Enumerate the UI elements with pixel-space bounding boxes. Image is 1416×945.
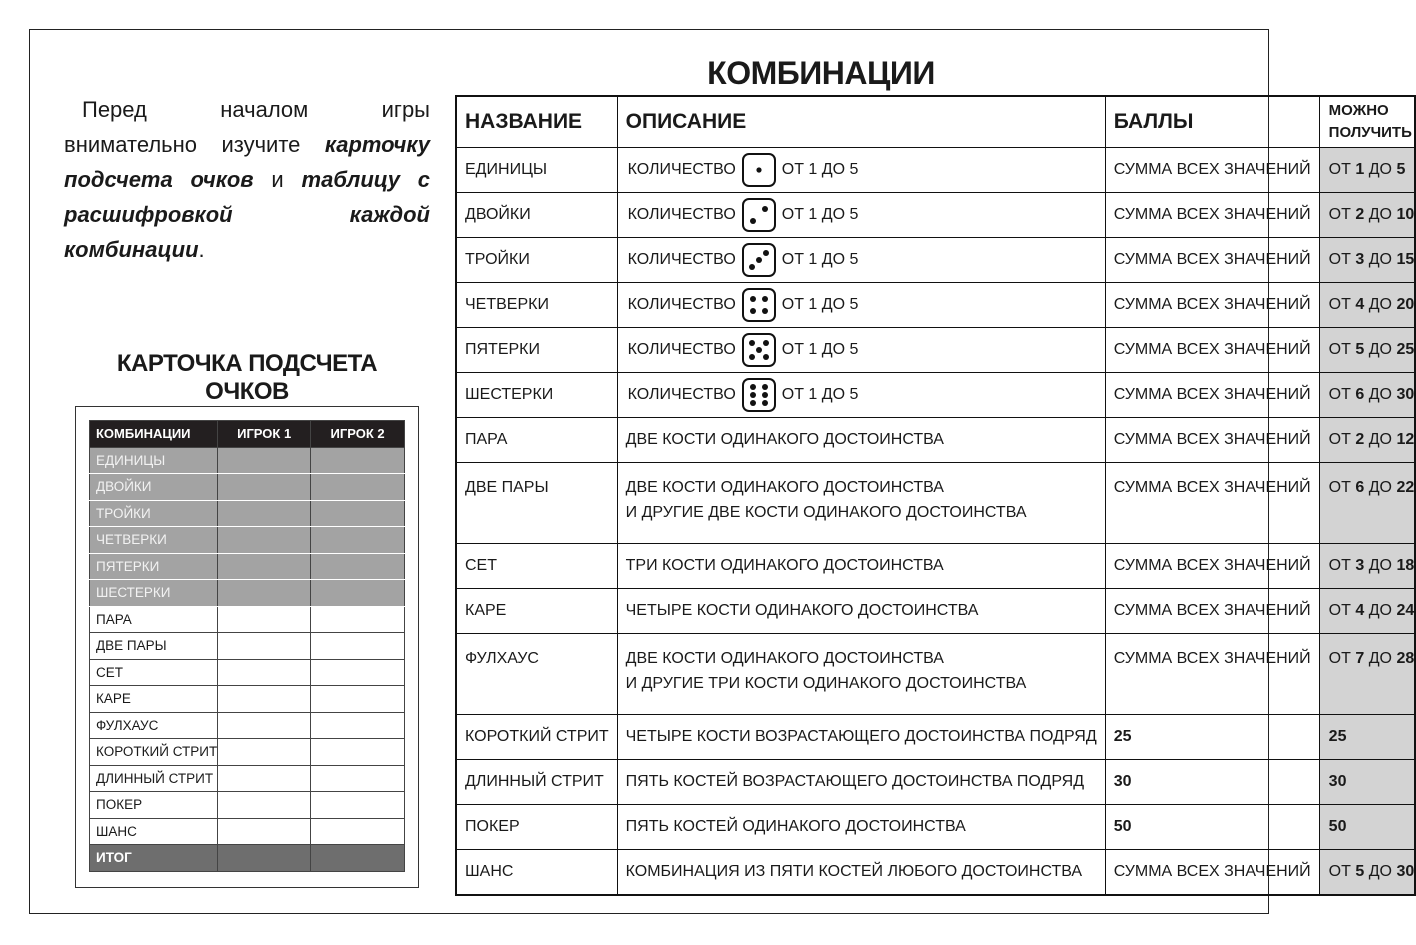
combination-max: ОТ 2 ДО 12: [1319, 418, 1415, 463]
score-card-row-label: ДЛИННЫЙ СТРИТ: [90, 765, 218, 792]
combination-row: [456, 418, 1415, 463]
score-card-row-label: ЧЕТВЕРКИ: [90, 527, 218, 554]
score-card-row-label: КАРЕ: [90, 686, 218, 713]
score-cell-player1[interactable]: [218, 765, 311, 792]
combination-description: ЧЕТЫРЕ КОСТИ ОДИНАКОГО ДОСТОИНСТВА: [617, 589, 1105, 634]
score-cell-player1[interactable]: [218, 659, 311, 686]
score-card-row-label: ШЕСТЕРКИ: [90, 580, 218, 607]
combination-points: СУММА ВСЕХ ЗНАЧЕНИЙ: [1105, 373, 1319, 418]
intro-bold-scorecard: карточку подсчета очков: [64, 132, 430, 192]
score-cell-player2[interactable]: [311, 633, 405, 660]
combination-row: [456, 238, 1415, 283]
header-description: ОПИСАНИЕ: [617, 96, 1105, 148]
score-card-row: [90, 845, 405, 872]
combination-description: КОЛИЧЕСТВО ОТ 1 ДО 5: [617, 238, 1105, 283]
score-card-row-label: КОРОТКИЙ СТРИТ: [90, 739, 218, 766]
combination-row: [456, 193, 1415, 238]
combination-description: КОЛИЧЕСТВО ОТ 1 ДО 5: [617, 328, 1105, 373]
score-card-row: [90, 765, 405, 792]
combination-name: КОРОТКИЙ СТРИТ: [456, 715, 617, 760]
combination-max: ОТ 6 ДО 30: [1319, 373, 1415, 418]
combination-row: [456, 850, 1415, 896]
combination-max: 50: [1319, 805, 1415, 850]
score-card-row: [90, 474, 405, 501]
combination-name: ПЯТЕРКИ: [456, 328, 617, 373]
combination-name: ЕДИНИЦЫ: [456, 148, 617, 193]
score-card-row-label: ПЯТЕРКИ: [90, 553, 218, 580]
combination-row: [456, 373, 1415, 418]
score-cell-player1[interactable]: [218, 818, 311, 845]
combination-max: ОТ 5 ДО 25: [1319, 328, 1415, 373]
combination-max: ОТ 6 ДО 22: [1319, 463, 1415, 544]
score-cell-player1[interactable]: [218, 739, 311, 766]
score-card-row: [90, 739, 405, 766]
combination-max: 30: [1319, 760, 1415, 805]
score-cell-player1[interactable]: [218, 500, 311, 527]
combination-max: ОТ 4 ДО 20: [1319, 283, 1415, 328]
score-cell-player2[interactable]: [311, 765, 405, 792]
score-cell-player1[interactable]: [218, 474, 311, 501]
score-card-row: [90, 686, 405, 713]
score-cell-player1[interactable]: [218, 845, 311, 872]
die-face-2-icon: [742, 198, 776, 232]
score-cell-player2[interactable]: [311, 447, 405, 474]
combination-description: КОЛИЧЕСТВО ОТ 1 ДО 5: [617, 148, 1105, 193]
score-cell-player1[interactable]: [218, 606, 311, 633]
score-card-row: [90, 553, 405, 580]
header-points: БАЛЛЫ: [1105, 96, 1319, 148]
score-card-row-label: ДВОЙКИ: [90, 474, 218, 501]
score-cell-player1[interactable]: [218, 686, 311, 713]
score-cell-player2[interactable]: [311, 527, 405, 554]
score-card-row: [90, 527, 405, 554]
score-card-row-label: ДВЕ ПАРЫ: [90, 633, 218, 660]
combination-name: ПОКЕР: [456, 805, 617, 850]
score-cell-player1[interactable]: [218, 447, 311, 474]
combination-row: [456, 148, 1415, 193]
score-cell-player2[interactable]: [311, 659, 405, 686]
combination-points: СУММА ВСЕХ ЗНАЧЕНИЙ: [1105, 193, 1319, 238]
score-card-row-label: ПОКЕР: [90, 792, 218, 819]
score-card-row-label: СЕТ: [90, 659, 218, 686]
score-cell-player2[interactable]: [311, 686, 405, 713]
score-card-row-label: ШАНС: [90, 818, 218, 845]
combination-name: ШЕСТЕРКИ: [456, 373, 617, 418]
combination-max: ОТ 7 ДО 28: [1319, 634, 1415, 715]
combination-description: ПЯТЬ КОСТЕЙ ВОЗРАСТАЮЩЕГО ДОСТОИНСТВА ПОДРЯД: [617, 760, 1105, 805]
score-card-table: [89, 420, 405, 872]
combination-row: [456, 715, 1415, 760]
combination-description: ДВЕ КОСТИ ОДИНАКОГО ДОСТОИНСТВА И ДРУГИЕ ДВЕ КОСТИ ОДИНАКОГО ДОСТОИНСТВА: [617, 463, 1105, 544]
die-face-4-icon: [742, 288, 776, 322]
score-cell-player1[interactable]: [218, 527, 311, 554]
score-card-header: [90, 421, 405, 448]
combination-points: 30: [1105, 760, 1319, 805]
score-cell-player1[interactable]: [218, 580, 311, 607]
score-card-row: [90, 659, 405, 686]
combination-points: СУММА ВСЕХ ЗНАЧЕНИЙ: [1105, 283, 1319, 328]
score-card-row: [90, 606, 405, 633]
combination-name: ФУЛХАУС: [456, 634, 617, 715]
header-max: МОЖНО ПОЛУЧИТЬ: [1319, 96, 1415, 148]
combination-row: [456, 283, 1415, 328]
combination-points: СУММА ВСЕХ ЗНАЧЕНИЙ: [1105, 148, 1319, 193]
score-cell-player1[interactable]: [218, 792, 311, 819]
combination-max: ОТ 3 ДО 18: [1319, 544, 1415, 589]
score-card-header-player1: ИГРОК 1: [218, 421, 311, 448]
combination-points: СУММА ВСЕХ ЗНАЧЕНИЙ: [1105, 328, 1319, 373]
score-cell-player2[interactable]: [311, 500, 405, 527]
combination-row: [456, 589, 1415, 634]
score-cell-player2[interactable]: [311, 606, 405, 633]
score-cell-player2[interactable]: [311, 712, 405, 739]
combination-description: ПЯТЬ КОСТЕЙ ОДИНАКОГО ДОСТОИНСТВА: [617, 805, 1105, 850]
combination-points: СУММА ВСЕХ ЗНАЧЕНИЙ: [1105, 544, 1319, 589]
intro-text: Перед началом игры внимательно изучите карточку подсчета очков и таблицу с расшифровкой каждой комбинации.: [64, 97, 431, 262]
combination-max: ОТ 5 ДО 30: [1319, 850, 1415, 896]
score-card-header-player2: ИГРОК 2: [311, 421, 405, 448]
score-cell-player2[interactable]: [311, 553, 405, 580]
score-cell-player2[interactable]: [311, 818, 405, 845]
score-cell-player2[interactable]: [311, 792, 405, 819]
combination-points: 25: [1105, 715, 1319, 760]
combination-description: ДВЕ КОСТИ ОДИНАКОГО ДОСТОИНСТВА И ДРУГИЕ ТРИ КОСТИ ОДИНАКОГО ДОСТОИНСТВА: [617, 634, 1105, 715]
combination-description: ДВЕ КОСТИ ОДИНАКОГО ДОСТОИНСТВА: [617, 418, 1105, 463]
score-card-row: [90, 633, 405, 660]
score-cell-player1[interactable]: [218, 553, 311, 580]
combination-row: [456, 463, 1415, 544]
score-cell-player1[interactable]: [218, 712, 311, 739]
combination-points: СУММА ВСЕХ ЗНАЧЕНИЙ: [1105, 589, 1319, 634]
combination-row: [456, 760, 1415, 805]
combination-points: СУММА ВСЕХ ЗНАЧЕНИЙ: [1105, 418, 1319, 463]
combination-row: [456, 544, 1415, 589]
combination-points: СУММА ВСЕХ ЗНАЧЕНИЙ: [1105, 238, 1319, 283]
header-name: НАЗВАНИЕ: [456, 96, 617, 148]
score-cell-player2[interactable]: [311, 845, 405, 872]
combination-row: [456, 634, 1415, 715]
score-card-row: [90, 580, 405, 607]
die-face-6-icon: [742, 378, 776, 412]
combination-description: КОЛИЧЕСТВО ОТ 1 ДО 5: [617, 193, 1105, 238]
combination-points: 50: [1105, 805, 1319, 850]
score-card-row-label: ЕДИНИЦЫ: [90, 447, 218, 474]
combination-description: ЧЕТЫРЕ КОСТИ ВОЗРАСТАЮЩЕГО ДОСТОИНСТВА ПОДРЯД: [617, 715, 1105, 760]
score-card-row: [90, 447, 405, 474]
score-cell-player2[interactable]: [311, 580, 405, 607]
die-face-1-icon: [742, 153, 776, 187]
score-card-row: [90, 712, 405, 739]
combination-points: СУММА ВСЕХ ЗНАЧЕНИЙ: [1105, 850, 1319, 896]
combination-description: КОЛИЧЕСТВО ОТ 1 ДО 5: [617, 283, 1105, 328]
combination-description: ТРИ КОСТИ ОДИНАКОГО ДОСТОИНСТВА: [617, 544, 1105, 589]
score-card-title: КАРТОЧКА ПОДСЧЕТА ОЧКОВ: [116, 350, 378, 405]
combination-name: ШАНС: [456, 850, 617, 896]
score-cell-player1[interactable]: [218, 633, 311, 660]
combination-points: СУММА ВСЕХ ЗНАЧЕНИЙ: [1105, 634, 1319, 715]
score-card-row: [90, 818, 405, 845]
combination-name: ДЛИННЫЙ СТРИТ: [456, 760, 617, 805]
combination-name: ДВОЙКИ: [456, 193, 617, 238]
combination-max: ОТ 2 ДО 10: [1319, 193, 1415, 238]
score-card-row-label: ИТОГ: [90, 845, 218, 872]
combinations-table: [455, 95, 1416, 896]
die-face-5-icon: [742, 333, 776, 367]
combination-name: ЧЕТВЕРКИ: [456, 283, 617, 328]
score-cell-player2[interactable]: [311, 739, 405, 766]
combination-name: ТРОЙКИ: [456, 238, 617, 283]
combinations-header: [456, 96, 1415, 148]
combinations-title: КОМБИНАЦИИ: [707, 55, 935, 91]
score-card-row-label: ТРОЙКИ: [90, 500, 218, 527]
die-face-3-icon: [742, 243, 776, 277]
score-cell-player2[interactable]: [311, 474, 405, 501]
combination-name: СЕТ: [456, 544, 617, 589]
score-card-row: [90, 792, 405, 819]
combination-row: [456, 805, 1415, 850]
combination-name: ПАРА: [456, 418, 617, 463]
combination-max: 25: [1319, 715, 1415, 760]
combination-max: ОТ 3 ДО 15: [1319, 238, 1415, 283]
combination-max: ОТ 4 ДО 24: [1319, 589, 1415, 634]
combination-row: [456, 328, 1415, 373]
combination-description: КОЛИЧЕСТВО ОТ 1 ДО 5: [617, 373, 1105, 418]
intro-bold-table: таблицу с расшифровкой каждой комбинации: [64, 167, 431, 262]
combination-name: КАРЕ: [456, 589, 617, 634]
combination-max: ОТ 1 ДО 5: [1319, 148, 1415, 193]
combination-points: СУММА ВСЕХ ЗНАЧЕНИЙ: [1105, 463, 1319, 544]
score-card-row-label: ПАРА: [90, 606, 218, 633]
score-card-row: [90, 500, 405, 527]
combination-name: ДВЕ ПАРЫ: [456, 463, 617, 544]
combination-description: КОМБИНАЦИЯ ИЗ ПЯТИ КОСТЕЙ ЛЮБОГО ДОСТОИНСТВА: [617, 850, 1105, 896]
score-card-row-label: ФУЛХАУС: [90, 712, 218, 739]
score-card-header-combos: КОМБИНАЦИИ: [90, 421, 218, 448]
